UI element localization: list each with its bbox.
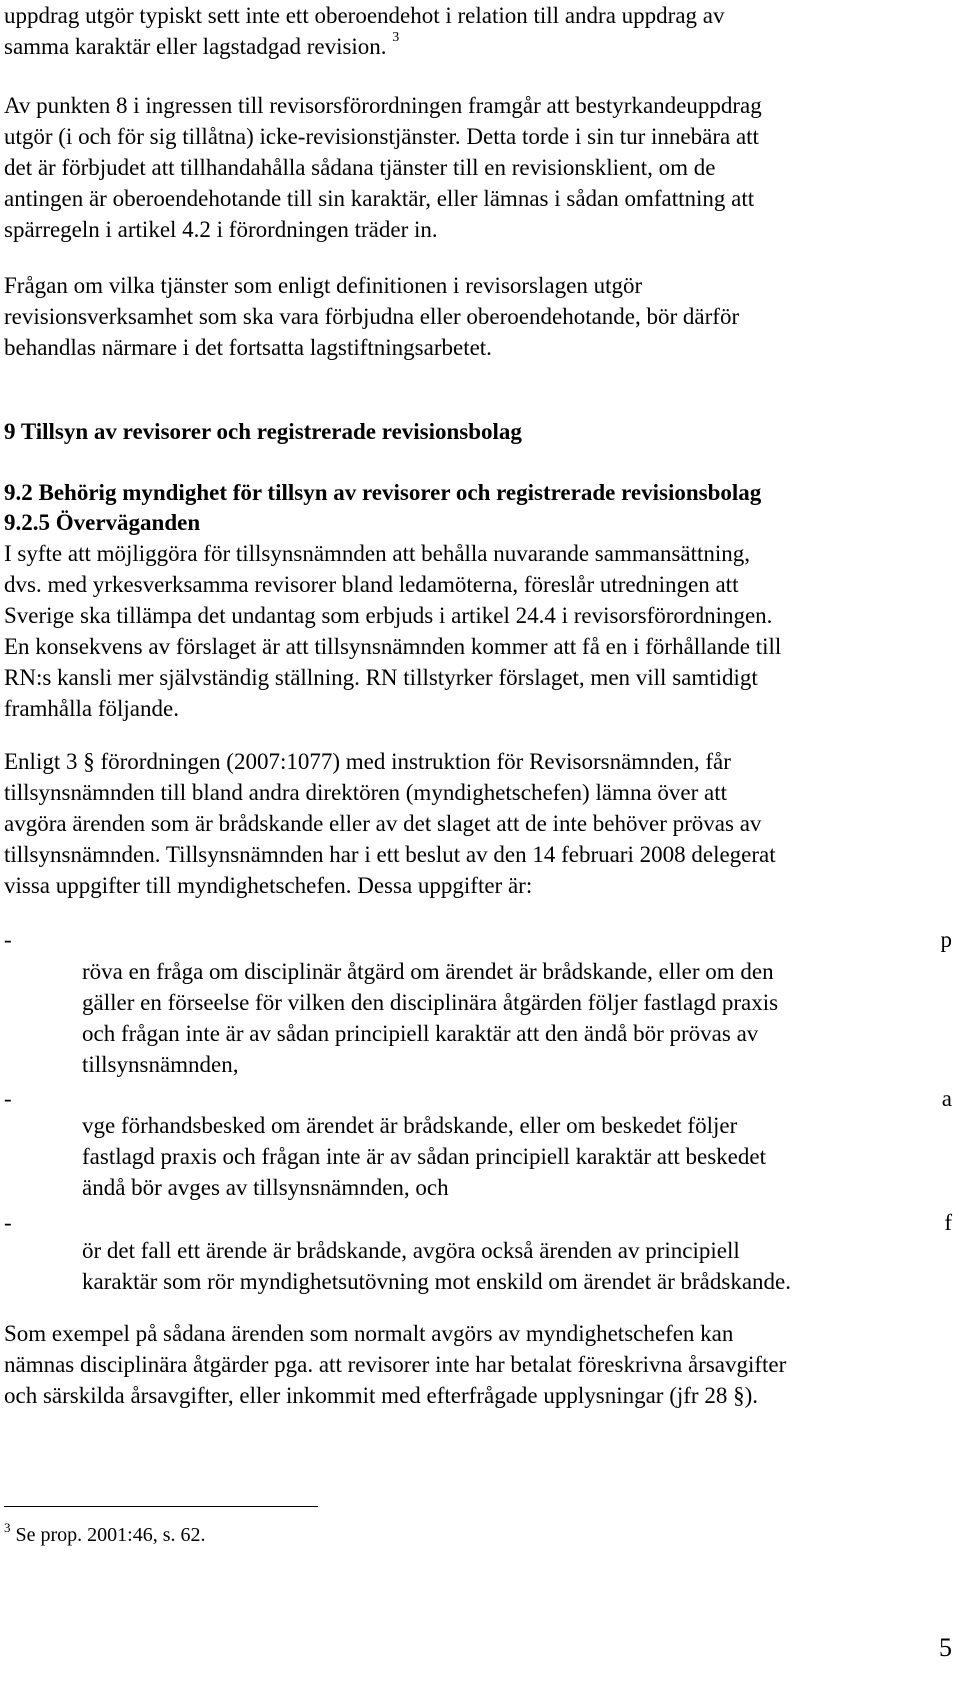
list-item-text (82, 1235, 902, 1297)
list-dash: - (4, 1210, 12, 1235)
text-line: tillsynsnämnden till bland andra direktören (myndighetschefen) lämna över att (4, 780, 728, 805)
text-line: En konsekvens av förslaget är att tillsynsnämnden kommer att få en i förhållande till (4, 634, 782, 659)
paragraph-3 (4, 538, 954, 724)
section-heading: 9 Tillsyn av revisorer och registrerade revisionsbolag (4, 419, 522, 444)
list-dash: - (4, 927, 12, 952)
text-line: ändå bör avges av tillsynsnämnden, och (82, 1175, 449, 1200)
text-line: det är förbjudet att tillhandahålla sådana tjänster till en revisionsklient, om de (4, 155, 716, 180)
text-line: dvs. med yrkesverksamma revisorer bland ledamöterna, föreslår utredningen att (4, 572, 739, 597)
paragraph-2 (4, 270, 954, 363)
text-line: RN:s kansli mer självständig ställning. RN tillstyrker förslaget, men vill samtidigt (4, 665, 758, 690)
closing-paragraph (4, 1318, 954, 1411)
subsection-heading: 9.2 Behörig myndighet för tillsyn av revisorer och registrerade revisionsbolag (4, 480, 762, 505)
text-line: revisionsverksamhet som ska vara förbjudna eller oberoendehotande, bör därför (4, 304, 740, 329)
text-line: nämnas disciplinära åtgärder pga. att revisorer inte har betalat föreskrivna årsavgifter (4, 1352, 787, 1377)
text-line: röva en fråga om disciplinär åtgärd om ärendet är brådskande, eller om den (82, 959, 774, 984)
text-line: Som exempel på sådana ärenden som normalt avgörs av myndighetschefen kan (4, 1321, 734, 1346)
text-line: karaktär som rör myndighetsutövning mot enskild om ärendet är brådskande. (82, 1269, 791, 1294)
subsubsection-heading: 9.2.5 Överväganden (4, 510, 201, 535)
text-line: och särskilda årsavgifter, eller inkommit med efterfrågade upplysningar (jfr 28 §). (4, 1383, 758, 1408)
footnote-number: 3 (4, 1520, 11, 1535)
text-line: ör det fall ett ärende är brådskande, avgöra också ärenden av principiell (82, 1238, 740, 1263)
text-line: Sverige ska tillämpa det undantag som erbjuds i artikel 24.4 i revisorsförordningen. (4, 603, 773, 628)
footnote-reference: 3 (392, 30, 400, 45)
text-line: I syfte att möjliggöra för tillsynsnämnden att behålla nuvarande sammansättning, (4, 541, 751, 566)
page-number: 5 (939, 1633, 952, 1662)
text-line: och frågan inte är av sådan principiell karaktär att den ändå bör prövas av (82, 1021, 759, 1046)
text-line: avgöra ärenden som är brådskande eller av det slaget att de inte behöver prövas av (4, 811, 762, 836)
text-line: gäller en förseelse för vilken den disciplinära åtgärden följer fastlagd praxis (82, 990, 779, 1015)
list-dash: - (4, 1086, 12, 1111)
footnote-text: Se prop. 2001:46, s. 62. (10, 1524, 206, 1546)
intro-line: uppdrag utgör typiskt sett inte ett oberoendehot i relation till andra uppdrag av (4, 3, 725, 28)
intro-line: samma karaktär eller lagstadgad revision. $^3$ (4, 30, 400, 59)
text-line: vge förhandsbesked om ärendet är brådskande, eller om beskedet följer (82, 1113, 738, 1138)
list-item-text (82, 1110, 902, 1203)
footnote (4, 1520, 206, 1552)
text-line: fastlagd praxis och frågan inte är av sådan principiell karaktär att beskedet (82, 1144, 766, 1169)
list-stray-letter: a (941, 1086, 952, 1111)
text-line: spärregeln i artikel 4.2 i förordningen träder in. (4, 217, 438, 242)
list-item-text (82, 956, 902, 1080)
text-line: tillsynsnämnden. Tillsynsnämnden har i ett beslut av den 14 februari 2008 delegerat (4, 842, 776, 867)
list-stray-letter: p (940, 927, 952, 952)
text-line: vissa uppgifter till myndighetschefen. Dessa uppgifter är: (4, 873, 533, 898)
text-line: tillsynsnämnden, (82, 1052, 239, 1077)
paragraph-1 (4, 90, 954, 245)
text-line: Enligt 3 § förordningen (2007:1077) med instruktion för Revisorsnämnden, får (4, 749, 731, 774)
text-line: antingen är oberoendehotande till sin karaktär, eller lämnas i sådan omfattning att (4, 186, 755, 211)
text-line: utgör (i och för sig tillåtna) icke-revisionstjänster. Detta torde i sin tur innebära att (4, 124, 759, 149)
text-line: framhålla följande. (4, 696, 179, 721)
footnote-separator (4, 1506, 318, 1507)
text-line: Frågan om vilka tjänster som enligt definitionen i revisorslagen utgör (4, 273, 643, 298)
text-line: Av punkten 8 i ingressen till revisorsförordningen framgår att bestyrkandeuppdrag (4, 93, 762, 118)
text-line: behandlas närmare i det fortsatta lagstiftningsarbetet. (4, 335, 492, 360)
intro-paragraph (4, 0, 954, 66)
list-stray-letter: f (944, 1210, 952, 1235)
paragraph-4 (4, 746, 954, 901)
